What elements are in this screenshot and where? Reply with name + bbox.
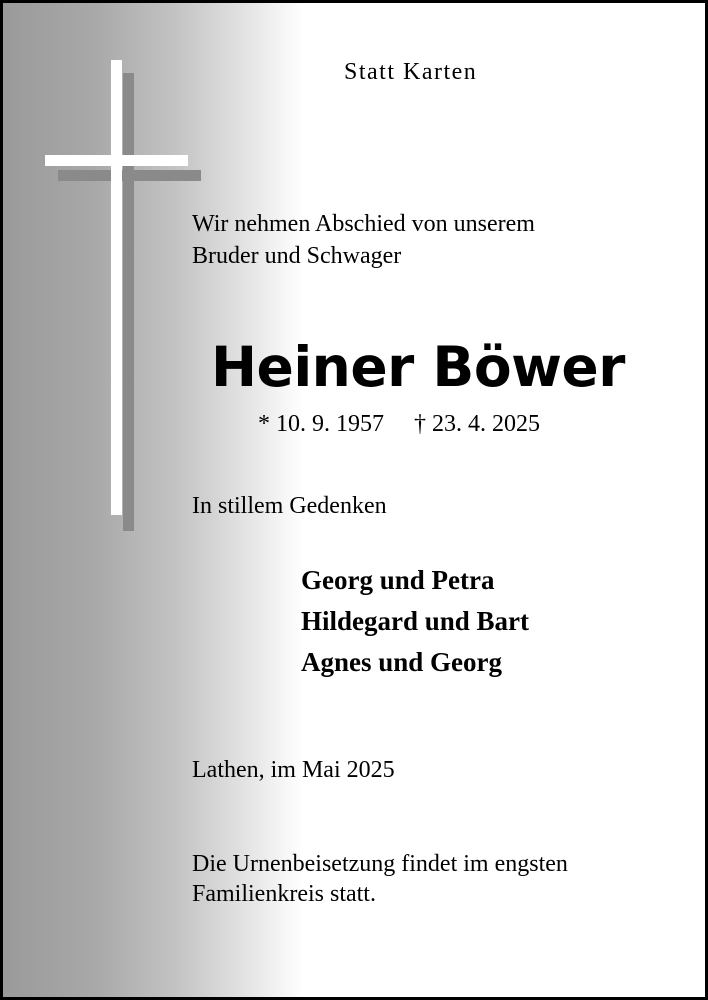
birth-date: * 10. 9. 1957 xyxy=(258,411,384,437)
cross-icon xyxy=(3,3,223,543)
intro-line-1: Wir nehmen Abschied von unserem xyxy=(192,211,535,237)
remembrance-text: In stillem Gedenken xyxy=(192,493,387,519)
place-date: Lathen, im Mai 2025 xyxy=(192,757,395,783)
burial-note-line-1: Die Urnenbeisetzung findet im engsten xyxy=(192,851,568,877)
burial-note-line-2: Familienkreis statt. xyxy=(192,881,376,907)
life-dates xyxy=(258,411,540,438)
burial-note xyxy=(192,849,568,909)
mourner-1: Georg und Petra xyxy=(301,565,495,595)
deceased-name: Heiner Böwer xyxy=(211,335,625,399)
statt-karten-header: Statt Karten xyxy=(344,59,478,85)
mourner-3: Agnes und Georg xyxy=(301,647,503,677)
mourner-2: Hildegard und Bart xyxy=(301,606,530,636)
death-date: † 23. 4. 2025 xyxy=(414,411,540,437)
intro-text xyxy=(192,208,535,272)
mourners-list xyxy=(301,560,529,683)
intro-line-2: Bruder und Schwager xyxy=(192,243,402,269)
